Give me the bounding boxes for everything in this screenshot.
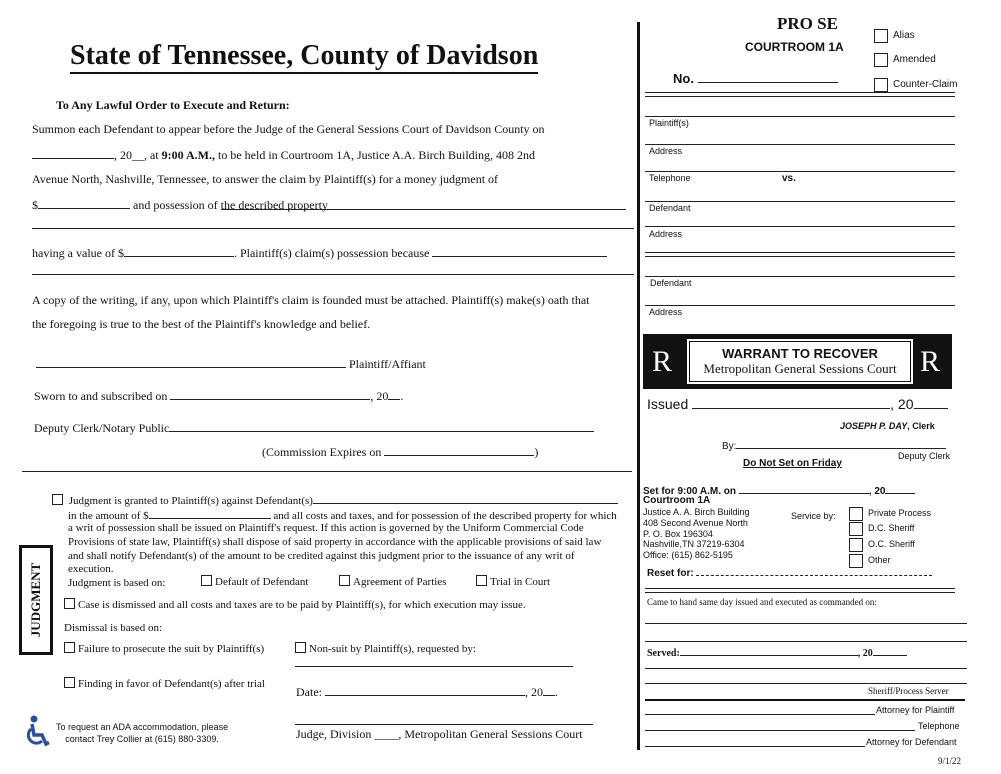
summon-text: Summon each Defendant to appear before the Judge of the General Sessions Court of Davidson County on (32, 122, 545, 136)
label: Issued (647, 396, 689, 412)
label: (Commission Expires on (262, 445, 382, 459)
oc-sheriff-checkbox[interactable] (849, 538, 863, 552)
divider (645, 256, 955, 257)
checkbox[interactable] (64, 677, 75, 688)
telephone-line[interactable] (645, 730, 915, 731)
accessibility-icon (25, 715, 51, 747)
label: Deputy Clerk/Notary Public (34, 421, 170, 435)
text: having a value of $ (32, 246, 124, 260)
label: Sworn to and subscribed on (34, 389, 168, 403)
defendant-label: Defendant (649, 203, 691, 213)
case-dismissed[interactable] (64, 598, 526, 611)
came-to-hand: Came to hand same day issued and executed as commanded on: (647, 597, 877, 607)
label: Case is dismissed and all costs and taxes are to be paid by Plaintiff(s), for which execution may issue. (78, 599, 526, 611)
courtroom-label: COURTROOM 1A (745, 40, 844, 54)
judgment-side-box (19, 545, 53, 655)
divider-thick (645, 699, 965, 701)
issued-year-field[interactable] (914, 395, 948, 409)
amended-label: Amended (893, 54, 936, 65)
option-failure[interactable] (64, 642, 264, 655)
served-detail-line[interactable] (645, 668, 967, 669)
sworn-date-field[interactable] (170, 388, 370, 400)
court-address (643, 507, 750, 561)
address-line: Justice A. A. Birch Building (643, 507, 750, 517)
clerk-signature (840, 421, 935, 431)
reset-date-field[interactable] (696, 564, 932, 576)
telephone-label: Telephone (918, 721, 960, 731)
friday-notice: Do Not Set on Friday (743, 458, 842, 469)
year-field[interactable] (543, 684, 555, 696)
label: , 20 (890, 396, 914, 412)
checkbox[interactable] (476, 575, 487, 586)
plaintiff-address-line[interactable] (645, 144, 955, 145)
reason-line[interactable] (32, 274, 634, 275)
label: , 20 (868, 486, 886, 497)
claim-text: Avenue North, Nashville, Tennessee, to answer the claim by Plaintiff(s) for a money judgment of (32, 172, 499, 186)
court-name: Metropolitan General Sessions Court (703, 361, 897, 376)
label: No. (673, 71, 694, 86)
defendant-field[interactable] (313, 492, 618, 504)
service-label: Other (868, 555, 891, 565)
value-line (32, 245, 607, 261)
checkbox[interactable] (64, 598, 75, 609)
judgment-date: Date: , 20 . (296, 685, 558, 699)
judgment-text: a writ of possession shall be issued on Plaintiff's request. If this action is governed by the Uniform Commercial Code (68, 522, 584, 534)
counter-claim-checkbox[interactable] (874, 78, 888, 92)
requested-by-line[interactable] (295, 666, 573, 667)
label: Finding in favor of Defendant(s) after trial (78, 678, 265, 690)
option-finding[interactable] (64, 677, 265, 690)
deputy-signature-field[interactable] (736, 437, 946, 449)
alias-checkbox[interactable] (874, 29, 888, 43)
checkbox[interactable] (201, 575, 212, 586)
label: Set for 9:00 A.M. on (643, 486, 736, 497)
warrant-title: WARRANT TO RECOVER (722, 346, 878, 361)
text: . Plaintiff(s) claim(s) possession because (233, 246, 430, 260)
label: , 20 (370, 389, 389, 403)
reset-line (647, 564, 932, 579)
label: Date: (296, 685, 322, 699)
form-title: State of Tennessee, County of Davidson (70, 40, 538, 74)
label: Failure to prosecute the suit by Plaintiff(s) (78, 643, 265, 655)
counter-claim-label: Counter-Claim (893, 79, 958, 90)
text: the described property (220, 198, 328, 212)
attorney-plaintiff-label: Attorney for Plaintiff (876, 705, 955, 715)
appearance-text (32, 147, 535, 163)
checkbox[interactable] (339, 575, 350, 586)
text: and possession of (130, 198, 221, 212)
text: and all costs and taxes, and for possession of the described property for which (273, 510, 617, 522)
affiant-signature-field[interactable] (36, 356, 346, 368)
address-line: Nashville,TN 37219-6304 (643, 539, 745, 550)
judgment-granted-checkbox[interactable] (52, 494, 63, 505)
property-line[interactable] (32, 228, 634, 229)
logo-right: R (920, 345, 941, 378)
text: $ (32, 198, 38, 212)
label: Plaintiff/Affiant (349, 357, 426, 371)
amount-field[interactable] (38, 197, 130, 209)
served-line (647, 644, 907, 659)
sworn-line: Sworn to and subscribed on , 20 . (34, 389, 404, 403)
divider (645, 92, 955, 93)
option-nonsuit[interactable] (295, 642, 476, 655)
money-judgment-line (32, 197, 626, 213)
text: Judgment is granted to Plaintiff(s) against Defendant(s) (68, 495, 313, 507)
telephone-line[interactable] (645, 171, 955, 172)
address-label: Address (649, 229, 683, 239)
set-date-field[interactable] (739, 482, 869, 494)
logo-left: R (652, 345, 673, 378)
attorney-plaintiff-line[interactable] (645, 714, 875, 715)
judgment-text: Provisions of state law, Plaintiff(s) shall dispose of said property in accordance with the applicable provisions of said law (68, 536, 602, 548)
checkbox[interactable] (64, 642, 75, 653)
value-field[interactable] (124, 245, 234, 257)
judgment-amount (68, 507, 617, 522)
label: Reset for: (647, 568, 694, 579)
set-year-field[interactable] (885, 482, 915, 494)
divider (645, 252, 955, 253)
text: To request an ADA accommodation, please (56, 722, 229, 732)
option-default[interactable] (201, 575, 308, 588)
court-date-field[interactable] (32, 147, 114, 159)
sworn-year-field[interactable] (388, 388, 400, 400)
label: Served: (647, 648, 680, 659)
text: to be held in Courtroom 1A, Justice A.A. Birch Building, 408 2nd (215, 148, 535, 162)
alias-label: Alias (893, 30, 915, 41)
deputy-clerk-label: Deputy Clerk (898, 451, 951, 461)
label: Default of Defendant (215, 576, 309, 588)
private-process-checkbox[interactable] (849, 507, 863, 521)
clerk-name: JOSEPH P. DAY (840, 421, 908, 431)
plaintiff-label: Plaintiff(s) (649, 118, 689, 128)
address-label: Address (649, 146, 683, 156)
option-agreement[interactable] (339, 575, 446, 588)
defendant-address-line[interactable] (645, 226, 955, 227)
label: Trial in Court (490, 576, 551, 588)
oath-text: A copy of the writing, if any, upon which Plaintiff's claim is founded must be attached. Plaintiff(s) make(s) oath that (32, 293, 590, 307)
pro-se-title: PRO SE (777, 14, 838, 33)
case-number-field[interactable] (698, 71, 838, 83)
text: contact Trey Collier at (615) 880-3309. (65, 734, 219, 744)
address-line: 408 Second Avenue North (643, 517, 748, 528)
issued-date-field[interactable] (692, 395, 890, 409)
plaintiff-line[interactable] (645, 116, 955, 117)
notary-line (34, 420, 594, 436)
sheriff-signature-line[interactable] (645, 683, 967, 684)
service-label: O.C. Sheriff (868, 539, 915, 549)
reason-field[interactable] (432, 245, 607, 257)
text: , 20__, at (114, 148, 162, 162)
by-line (722, 437, 946, 452)
judgment-granted (52, 492, 618, 507)
served-date-field[interactable] (680, 644, 858, 656)
ada-notice (56, 721, 228, 745)
divider (645, 592, 955, 593)
judgment-text: and shall notify Defendant(s) of the amount to be credited against this judgment prior to the issuance of any writ of (68, 550, 575, 562)
label: , 20 (525, 685, 543, 699)
judgment-based-on: Judgment is based on: (68, 577, 166, 589)
divider (645, 96, 955, 97)
attorney-defendant-line[interactable] (645, 746, 865, 747)
judgment-amount-field[interactable] (149, 507, 271, 519)
notary-signature-field[interactable] (169, 420, 594, 432)
affiant-line (36, 356, 426, 372)
judgment-label: JUDGMENT (28, 562, 43, 638)
revision-date: 9/1/22 (938, 756, 962, 766)
issued-line (647, 395, 948, 412)
checkbox[interactable] (295, 642, 306, 653)
label: Non-suit by Plaintiff(s), requested by: (309, 643, 476, 655)
dc-sheriff-checkbox[interactable] (849, 522, 863, 536)
served-year-field[interactable] (873, 644, 907, 656)
service-label: Private Process (868, 508, 932, 518)
label: Agreement of Parties (353, 576, 447, 588)
column-divider (637, 22, 640, 750)
time: 9:00 A.M., (161, 148, 215, 162)
label: By: (722, 441, 737, 452)
option-trial[interactable] (476, 575, 550, 588)
defendant-2-address-line[interactable] (645, 305, 955, 306)
commission-line (262, 444, 538, 460)
address-label: Address (649, 307, 683, 317)
service-by-label: Service by: (791, 511, 836, 521)
judgment-text: execution. (68, 563, 114, 575)
attorney-defendant-label: Attorney for Defendant (866, 737, 957, 747)
case-number (673, 71, 838, 86)
defendant-2-line[interactable] (645, 276, 955, 277)
property-field[interactable] (221, 198, 626, 210)
text: in the amount of $ (68, 510, 149, 522)
sheriff-label: Sheriff/Process Server (868, 686, 949, 696)
execution-line[interactable] (645, 623, 967, 624)
vs-label: vs. (782, 173, 796, 184)
defendant-label: Defendant (650, 278, 692, 288)
oath-text-2: the foregoing is true to the best of the Plaintiff's knowledge and belief. (32, 317, 371, 331)
execution-line[interactable] (645, 641, 967, 642)
judge-label: Judge, Division ____, Metropolitan General Sessions Court (296, 727, 583, 741)
label: ) (534, 445, 539, 459)
warrant-banner (643, 334, 952, 389)
service-label: D.C. Sheriff (868, 523, 915, 533)
address-line: P. O. Box 196304 (643, 528, 713, 539)
date-field[interactable] (325, 684, 525, 696)
commission-date-field[interactable] (384, 444, 534, 456)
dismissal-based-on: Dismissal is based on: (64, 622, 163, 634)
defendant-line[interactable] (645, 201, 955, 202)
courtroom-2: Courtroom 1A (643, 495, 711, 506)
order-heading: To Any Lawful Order to Execute and Return: (56, 98, 290, 112)
amended-checkbox[interactable] (874, 53, 888, 67)
address-line: Office: (615) 862-5195 (643, 550, 733, 561)
label: , 20 (857, 648, 873, 659)
section-divider (22, 471, 632, 472)
telephone-label: Telephone (649, 173, 691, 183)
label: , Clerk (907, 421, 935, 431)
divider (645, 588, 955, 589)
judge-signature-line[interactable] (295, 724, 593, 725)
